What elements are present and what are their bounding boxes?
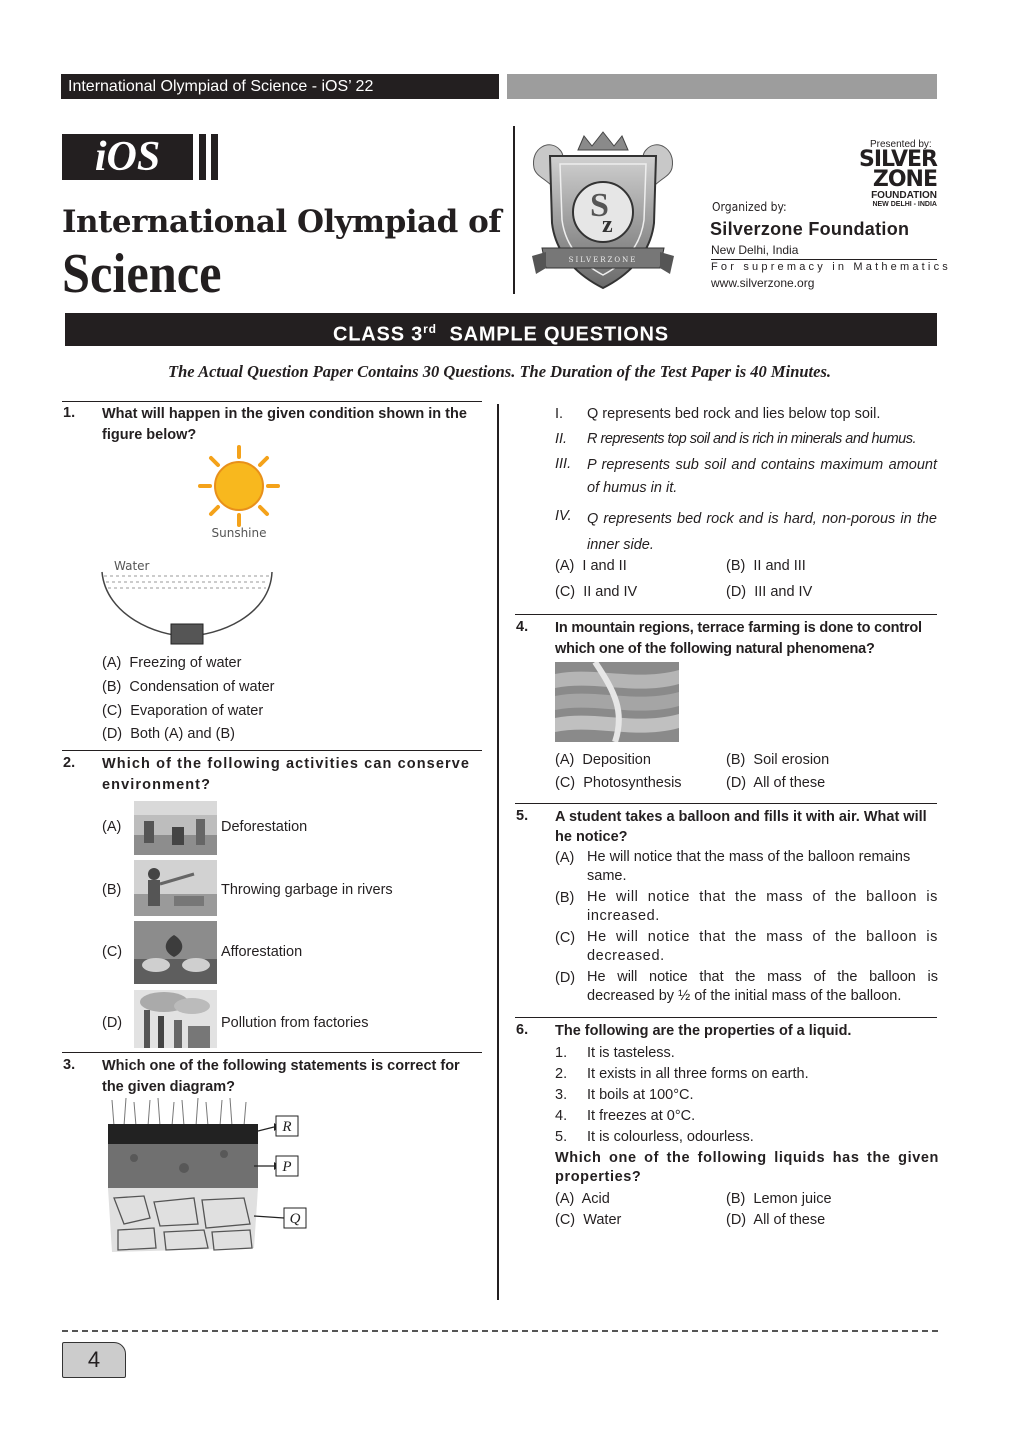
garbage-river-image [134, 860, 217, 916]
q6-option-d[interactable] [726, 1210, 825, 1230]
option-text: Photosynthesis [583, 775, 682, 791]
organizer-website: www.silverzone.org [711, 276, 815, 290]
option-label: (D) [726, 775, 747, 791]
option-label: (A) [102, 655, 122, 671]
terrace-farming-image [555, 662, 679, 742]
q2-text: Which of the following activities can conserve environment? [102, 756, 471, 793]
q6-text: The following are the properties of a liquid. [555, 1023, 852, 1039]
q1-text: What will happen in the given condition shown in the figure below? [102, 406, 467, 443]
q5-option-a-label: (A) [555, 850, 575, 866]
q3-number: 3. [63, 1057, 76, 1073]
q2-option-b-text[interactable]: Throwing garbage in rivers [221, 882, 393, 898]
q6-number: 6. [516, 1022, 529, 1038]
ios-logo [62, 134, 218, 180]
q4-text: In mountain regions, terrace farming is done to control which one of the following natural phenomena? [555, 620, 922, 657]
silverzone-logo-line1: SILVER [858, 147, 937, 172]
q3-statement-2: R represents top soil and is rich in minerals and humus. [587, 431, 917, 447]
q1-option-d[interactable] [102, 724, 235, 744]
olympiad-title: International Olympiad of [62, 204, 502, 240]
organizer-tagline: For supremacy in Mathematics [711, 261, 951, 273]
q6-item-3: It boils at 100°C. [587, 1087, 694, 1103]
organizer-name: Silverzone Foundation [710, 219, 910, 239]
option-text: III and IV [754, 584, 813, 600]
silverzone-logo-line3: FOUNDATION [871, 190, 937, 201]
q4-option-a[interactable] [555, 750, 651, 770]
deforestation-image [134, 801, 217, 855]
option-label: (D) [726, 584, 747, 600]
q6-question: Which one of the following liquids has the given properties? [555, 1150, 939, 1185]
crest-ribbon-text: SILVERZONE [568, 256, 638, 264]
option-text: II and IV [583, 584, 638, 600]
q3-statement-4-num: IV. [555, 508, 572, 524]
q3-text: Which one of the following statements is correct for the given diagram? [102, 1058, 460, 1095]
option-text: Freezing of water [129, 655, 242, 671]
q1-option-a[interactable] [102, 653, 241, 673]
option-label: (B) [726, 752, 746, 768]
factory-pollution-image [134, 990, 217, 1048]
option-text: Both (A) and (B) [130, 726, 235, 742]
q3-statement-1-num: I. [555, 406, 564, 422]
q6-item-4-num: 4. [555, 1108, 568, 1124]
option-text: II and III [753, 558, 806, 574]
q3-statement-3: P represents sub soil and contains maximum amount of humus in it. [587, 457, 937, 496]
q5-number: 5. [516, 808, 529, 824]
q2-option-b-label: (B) [102, 882, 122, 898]
option-text: All of these [753, 775, 826, 791]
svg-text:z: z [602, 212, 613, 238]
header-bar: International Olympiad of Science - iOS’ 22 [61, 74, 499, 99]
q3-option-b[interactable] [726, 556, 806, 576]
ios-logo-text: iOS [94, 134, 161, 180]
option-text: I and II [582, 558, 627, 574]
q5-text: A student takes a balloon and fills it with air. What will he notice? [555, 809, 927, 845]
organizer-city: New Delhi, India [711, 243, 799, 257]
column-divider [497, 404, 499, 1300]
water-bowl-icon [98, 556, 278, 646]
option-label: (B) [726, 1191, 746, 1207]
q2-option-d-label: (D) [102, 1015, 123, 1031]
option-label: (A) [555, 752, 575, 768]
soil-layers-diagram [104, 1098, 314, 1256]
q5-option-b-label: (B) [555, 890, 575, 906]
q1-rule [62, 401, 482, 402]
option-label: (C) [555, 775, 576, 791]
q5-option-d-text[interactable]: He will notice that the mass of the balloon is decreased by ½ of the initial mass of the balloon. [587, 969, 938, 1004]
silverzone-crest-icon [528, 128, 678, 293]
q6-option-b[interactable] [726, 1189, 832, 1209]
q5-option-c-label: (C) [555, 930, 576, 946]
paper-info: The Actual Question Paper Contains 30 Questions. The Duration of the Test Paper is 40 Minutes. [168, 362, 831, 381]
q6-item-2: It exists in all three forms on earth. [587, 1066, 809, 1082]
sun-icon [196, 445, 286, 545]
q6-item-1-num: 1. [555, 1045, 568, 1061]
q5-rule [515, 803, 937, 804]
q6-rule [515, 1017, 937, 1018]
q3-option-a[interactable] [555, 556, 627, 576]
silverzone-logo [842, 147, 937, 208]
class-label: CLASS 3 [333, 323, 424, 346]
subject-title: Science [62, 243, 222, 305]
sunshine-label: Sunshine [211, 526, 267, 540]
svg-text:S: S [590, 187, 609, 224]
q3-rule [62, 1052, 482, 1053]
label-q: Q [289, 1211, 301, 1227]
option-label: (C) [555, 1212, 576, 1228]
option-text: Water [583, 1212, 622, 1228]
q6-item-5-num: 5. [555, 1129, 568, 1145]
option-label: (D) [726, 1212, 747, 1228]
q5-option-c-text[interactable]: He will notice that the mass of the balloon is decreased. [587, 929, 938, 964]
page-number: 4 [62, 1342, 126, 1378]
q2-option-d-text[interactable]: Pollution from factories [221, 1015, 369, 1031]
q6-option-c[interactable] [555, 1210, 621, 1230]
q3-option-d[interactable] [726, 582, 812, 602]
q2-option-a-text[interactable]: Deforestation [221, 819, 308, 835]
option-text: All of these [753, 1212, 826, 1228]
class-suffix: rd [423, 322, 437, 336]
q2-option-c-text[interactable]: Afforestation [221, 944, 303, 960]
q1-option-b[interactable] [102, 677, 275, 697]
q4-option-d[interactable] [726, 773, 825, 793]
option-text: Soil erosion [753, 752, 830, 768]
option-label: (B) [726, 558, 746, 574]
presented-by-label: Presented by: [870, 139, 932, 150]
q6-item-4: It freezes at 0°C. [587, 1108, 696, 1124]
q4-number: 4. [516, 619, 529, 635]
afforestation-image [134, 921, 217, 984]
q4-option-b[interactable] [726, 750, 829, 770]
option-label: (B) [102, 679, 122, 695]
q5-option-d-label: (D) [555, 970, 576, 986]
q4-rule [515, 614, 937, 615]
option-text: Deposition [582, 752, 651, 768]
label-p: P [282, 1159, 292, 1175]
q4-option-c[interactable] [555, 773, 682, 793]
header-bar-right [507, 74, 937, 99]
option-text: Lemon juice [753, 1191, 832, 1207]
water-label: Water [114, 559, 150, 573]
option-text: Evaporation of water [130, 703, 264, 719]
q2-option-a-label: (A) [102, 819, 122, 835]
q5-option-a-text[interactable]: He will notice that the mass of the balloon remains same. [587, 849, 911, 884]
option-label: (A) [555, 1191, 575, 1207]
option-label: (C) [555, 584, 576, 600]
q3-statement-3-num: III. [555, 456, 572, 472]
q3-option-c[interactable] [555, 582, 637, 602]
organizer-divider [711, 259, 937, 260]
option-text: Acid [581, 1191, 610, 1207]
silverzone-logo-line2: ZONE [872, 167, 937, 192]
q5-option-b-text[interactable]: He will notice that the mass of the balloon is increased. [587, 889, 938, 924]
q2-option-c-label: (C) [102, 944, 123, 960]
q1-number: 1. [63, 405, 76, 421]
q3-statement-1: Q represents bed rock and lies below top soil. [587, 406, 881, 422]
option-text: Condensation of water [129, 679, 275, 695]
q6-option-a[interactable] [555, 1189, 610, 1209]
q6-item-1: It is tasteless. [587, 1045, 675, 1061]
option-label: (D) [102, 726, 123, 742]
q3-statement-2-num: II. [555, 431, 568, 447]
header-divider [513, 126, 515, 294]
class-banner [65, 313, 937, 346]
q6-item-5: It is colourless, odourless. [587, 1129, 754, 1145]
option-label: (C) [102, 703, 123, 719]
q6-item-3-num: 3. [555, 1087, 568, 1103]
option-label: (A) [555, 558, 575, 574]
q2-number: 2. [63, 755, 76, 771]
q6-item-2-num: 2. [555, 1066, 568, 1082]
q2-rule [62, 750, 482, 751]
silverzone-logo-line4: NEW DELHI - INDIA [872, 201, 937, 208]
organized-by-label: Organized by: [712, 200, 787, 214]
label-r: R [282, 1119, 292, 1135]
footer-divider [62, 1330, 938, 1332]
banner-title: SAMPLE QUESTIONS [449, 323, 669, 346]
q3-statement-4: Q represents bed rock and is hard, non-porous in the inner side. [587, 511, 937, 553]
q1-option-c[interactable] [102, 701, 263, 721]
